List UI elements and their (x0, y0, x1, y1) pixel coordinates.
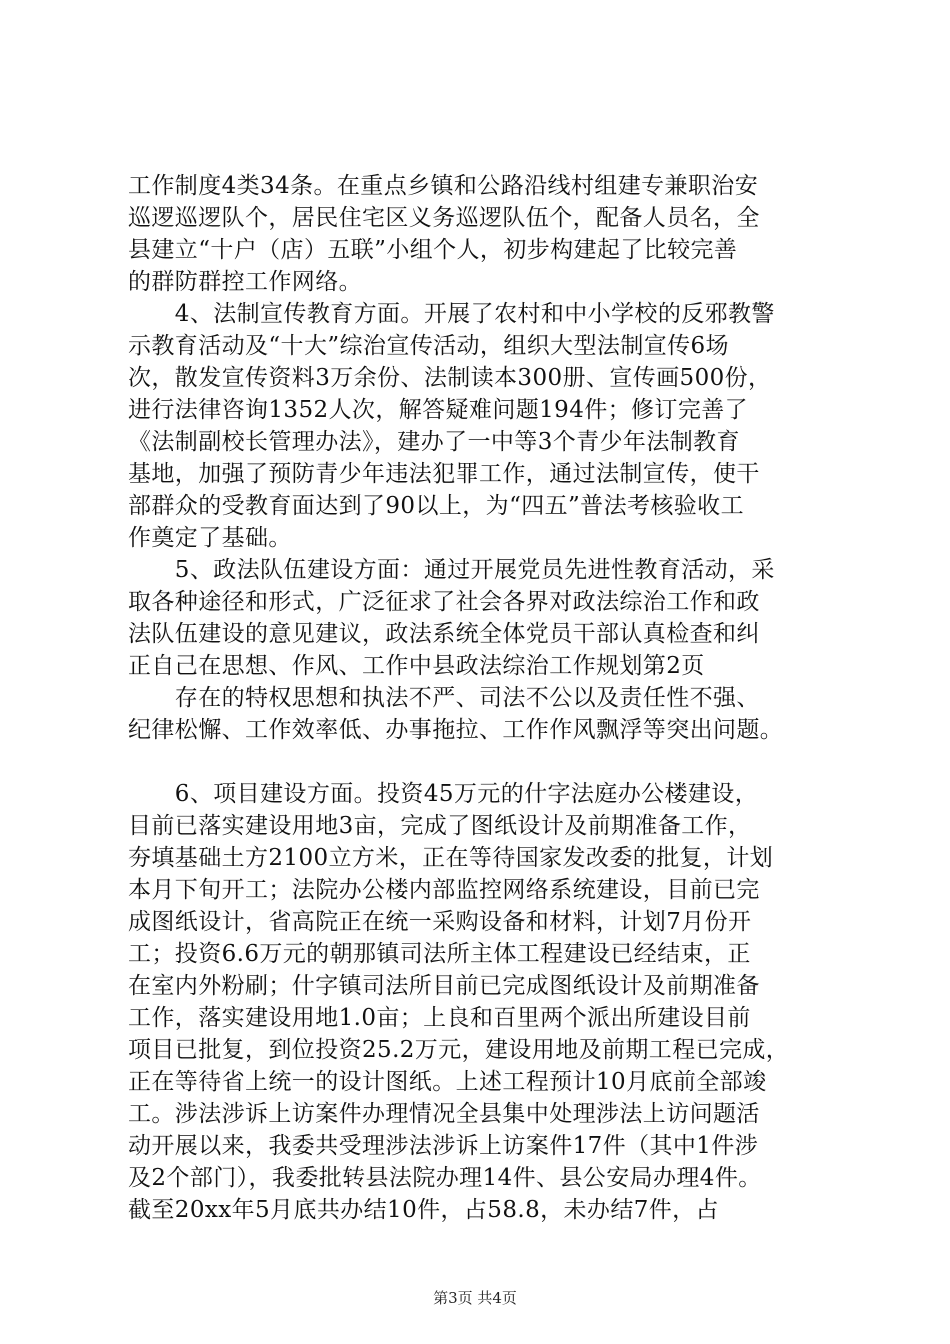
text-line: 基地，加强了预防青少年违法犯罪工作，通过法制宣传，使干 (128, 461, 760, 487)
text-line: 县建立“十户（店）五联”小组个人，初步构建起了比较完善 (128, 237, 738, 263)
text-line: 在室内外粉刷；什字镇司法所目前已完成图纸设计及前期准备 (128, 973, 760, 999)
text-line: 4、法制宣传教育方面。开展了农村和中小学校的反邪教警 (128, 301, 775, 327)
text-line: 工；投资6.6万元的朝那镇司法所主体工程建设已经结束，正 (128, 941, 751, 967)
text-line: 法队伍建设的意见建议，政法系统全体党员干部认真检查和纠 (128, 621, 760, 647)
text-line: 取各种途径和形式，广泛征求了社会各界对政法综治工作和政 (128, 589, 760, 615)
text-line: 示教育活动及“十大”综治宣传活动，组织大型法制宣传6场 (128, 333, 729, 359)
text-line (128, 746, 828, 778)
text-line: 截至20xx年5月底共办结10件，占58.8，未办结7件，占 (128, 1197, 719, 1223)
text-line: 工作，落实建设用地1.0亩；上良和百里两个派出所建设目前 (128, 1005, 751, 1031)
text-line: 《法制副校长管理办法》，建办了一中等3个青少年法制教育 (128, 429, 740, 455)
text-line: 6、项目建设方面。投资45万元的什字法庭办公楼建设， (128, 781, 759, 807)
text-line: 工。涉法涉诉上访案件办理情况全县集中处理涉法上访问题活 (128, 1101, 760, 1127)
text-line: 夯填基础土方2100立方米，正在等待国家发改委的批复，计划 (128, 845, 774, 871)
text-line: 进行法律咨询1352人次，解答疑难问题194件；修订完善了 (128, 397, 749, 423)
text-line: 项目已批复，到位投资25.2万元，建设用地及前期工程已完成， (128, 1037, 790, 1063)
text-line: 的群防群控工作网络。 (128, 269, 362, 295)
text-line: 目前已落实建设用地3亩，完成了图纸设计及前期准备工作， (128, 813, 752, 839)
text-line: 巡逻巡逻队个，居民住宅区义务巡逻队伍个，配备人员名，全 (128, 205, 760, 231)
text-line: 次，散发宣传资料3万余份、法制读本300册、宣传画500份， (128, 365, 772, 391)
text-line: 成图纸设计，省高院正在统一采购设备和材料，计划7月份开 (128, 909, 752, 935)
text-line: 动开展以来，我委共受理涉法涉诉上访案件17件（其中1件涉 (128, 1133, 759, 1159)
text-line: 作奠定了基础。 (128, 525, 292, 551)
text-line: 纪律松懈、工作效率低、办事拖拉、工作作风飘浮等突出问题。 (128, 717, 784, 743)
text-line: 存在的特权思想和执法不严、司法不公以及责任性不强、 (128, 685, 760, 711)
document-body (128, 170, 828, 1226)
text-line: 部群众的受教育面达到了90以上，为“四五”普法考核验收工 (128, 493, 744, 519)
text-line: 正自己在思想、作风、工作中县政法综治工作规划第2页 (128, 653, 705, 679)
text-line: 及2个部门），我委批转县法院办理14件、县公安局办理4件。 (128, 1165, 762, 1191)
text-line: 正在等待省上统一的设计图纸。上述工程预计10月底前全部竣 (128, 1069, 767, 1095)
text-line: 5、政法队伍建设方面：通过开展党员先进性教育活动，采 (128, 557, 775, 583)
text-line: 本月下旬开工；法院办公楼内部监控网络系统建设，目前已完 (128, 877, 760, 903)
text-line: 工作制度4类34条。在重点乡镇和公路沿线村组建专兼职治安 (128, 173, 759, 199)
page-footer: 第3页 共4页 (433, 1289, 517, 1307)
